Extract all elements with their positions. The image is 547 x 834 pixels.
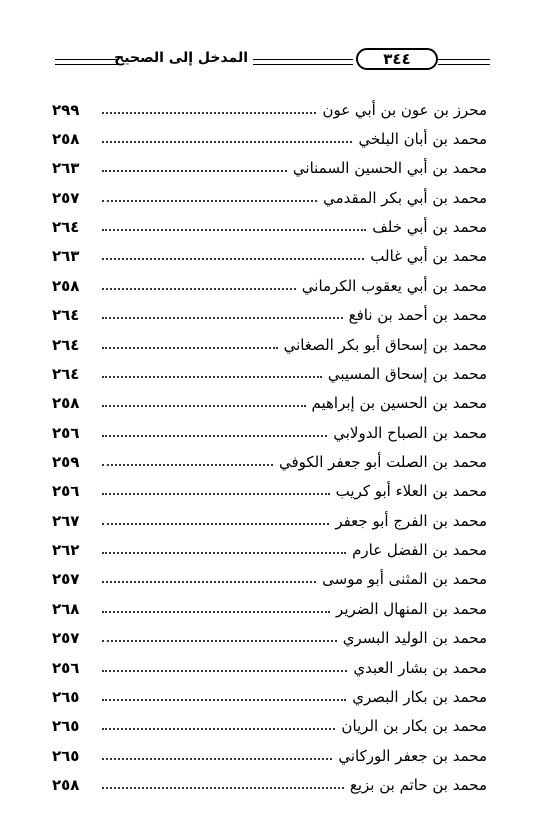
entry-page-number: ٢٦٢ <box>52 541 80 560</box>
entry-page-number: ٢٦٤ <box>52 335 80 354</box>
entry-page-number: ٢٦٧ <box>52 511 80 530</box>
dot-leader <box>102 405 306 407</box>
index-entry <box>52 594 487 623</box>
entry-page-number: ٢٦٤ <box>52 364 80 383</box>
dot-leader <box>102 758 332 760</box>
entry-name: محمد بن الوليد البسري <box>342 629 487 648</box>
entry-name: محمد بن الفضل عارم <box>352 541 487 560</box>
index-entry <box>52 623 487 652</box>
entry-page-number: ٢٦٤ <box>52 218 80 237</box>
index-entry <box>52 682 487 711</box>
entry-name: محمد بن أبي يعقوب الكرماني <box>301 276 487 295</box>
dot-leader <box>102 347 278 349</box>
index-entry <box>52 242 487 271</box>
entry-page-number: ٢٥٦ <box>52 658 80 677</box>
dot-leader <box>102 611 330 613</box>
entry-name: محمد بن المثنى أبو موسى <box>322 570 487 589</box>
entry-page-number: ٢٥٧ <box>52 570 80 589</box>
index-entry <box>52 95 487 124</box>
entry-page-number: ٢٥٨ <box>52 394 80 413</box>
index-entry <box>52 183 487 212</box>
index-entry <box>52 741 487 770</box>
index-entry <box>52 653 487 682</box>
entry-name: محمد بن أبي غالب <box>370 247 487 266</box>
entry-page-number: ٢٦٥ <box>52 746 80 765</box>
index-entry <box>52 154 487 183</box>
entry-name: محمد بن حاتم بن بزيع <box>349 775 487 794</box>
entry-name: محمد بن أبان البلخي <box>358 130 487 149</box>
entry-page-number: ٢٥٦ <box>52 482 80 501</box>
dot-leader <box>102 552 346 554</box>
entry-page-number: ٢٥٧ <box>52 629 80 648</box>
entry-name: محمد بن جعفر الوركاني <box>338 746 487 765</box>
index-entry <box>52 447 487 476</box>
entry-page-number: ٢٥٦ <box>52 423 80 442</box>
dot-leader <box>102 258 364 260</box>
index-entry <box>52 477 487 506</box>
entry-name: محمد بن بكار البصري <box>352 687 487 706</box>
dot-leader <box>102 288 296 290</box>
dot-leader <box>102 728 335 730</box>
dot-leader <box>102 581 316 583</box>
dot-leader <box>102 464 273 466</box>
entry-name: محمد بن العلاء أبو كريب <box>335 482 487 501</box>
entry-page-number: ٢٦٥ <box>52 687 80 706</box>
index-entry <box>52 770 487 799</box>
entry-name: محمد بن إسحاق أبو بكر الصغاني <box>283 335 487 354</box>
header-rule <box>55 59 119 65</box>
index-entry <box>52 301 487 330</box>
header-rule <box>253 59 353 65</box>
dot-leader <box>102 523 329 525</box>
dot-leader <box>102 699 346 701</box>
index-entry <box>52 712 487 741</box>
index-entry <box>52 271 487 300</box>
index-entry <box>52 212 487 241</box>
index-list <box>52 95 487 800</box>
entry-page-number: ٢٦٤ <box>52 306 80 325</box>
dot-leader <box>102 787 344 789</box>
entry-name: محمد بن أبي بكر المقدمي <box>323 188 487 207</box>
entry-page-number: ٢٦٣ <box>52 159 80 178</box>
entry-page-number: ٢٥٨ <box>52 775 80 794</box>
running-header <box>55 46 490 76</box>
dot-leader <box>102 229 366 231</box>
dot-leader <box>102 112 316 114</box>
entry-page-number: ٢٥٨ <box>52 276 80 295</box>
dot-leader <box>102 640 337 642</box>
entry-name: محمد بن الحسين بن إبراهيم <box>311 394 487 413</box>
dot-leader <box>102 170 287 172</box>
header-rule <box>438 59 490 65</box>
entry-name: محمد بن أبي الحسين السمناني <box>292 159 487 178</box>
index-entry <box>52 389 487 418</box>
index-entry <box>52 418 487 447</box>
entry-name: محرز بن عون بن أبي عون <box>322 100 487 119</box>
entry-name: محمد بن الفرج أبو جعفر <box>335 511 487 530</box>
dot-leader <box>102 493 330 495</box>
index-entry <box>52 359 487 388</box>
entry-name: محمد بن إسحاق المسيبي <box>327 364 487 383</box>
index-entry <box>52 124 487 153</box>
dot-leader <box>102 670 347 672</box>
entry-name: محمد بن الصلت أبو جعفر الكوفي <box>278 452 487 471</box>
index-entry <box>52 535 487 564</box>
entry-page-number: ٢٥٨ <box>52 130 80 149</box>
dot-leader <box>102 317 343 319</box>
running-title: المدخل إلى الصحيح <box>114 50 248 66</box>
entry-page-number: ٢٦٣ <box>52 247 80 266</box>
entry-name: محمد بن أحمد بن نافع <box>348 306 487 325</box>
entry-page-number: ٢٥٩ <box>52 452 80 471</box>
dot-leader <box>102 200 317 202</box>
index-entry <box>52 330 487 359</box>
entry-page-number: ٢٦٨ <box>52 599 80 618</box>
index-entry <box>52 565 487 594</box>
page-number: ٣٤٤ <box>356 48 438 70</box>
entry-name: محمد بن الصباح الدولابي <box>333 423 487 442</box>
dot-leader <box>102 141 352 143</box>
entry-name: محمد بن المنهال الضرير <box>336 599 487 618</box>
entry-page-number: ٢٦٥ <box>52 717 80 736</box>
entry-page-number: ٢٩٩ <box>52 100 80 119</box>
entry-name: محمد بن بكار بن الريان <box>341 717 487 736</box>
entry-page-number: ٢٥٧ <box>52 188 80 207</box>
dot-leader <box>102 435 327 437</box>
entry-name: محمد بن أبي خلف <box>372 218 487 237</box>
index-entry <box>52 506 487 535</box>
entry-name: محمد بن بشار العبدي <box>353 658 487 677</box>
dot-leader <box>102 376 322 378</box>
